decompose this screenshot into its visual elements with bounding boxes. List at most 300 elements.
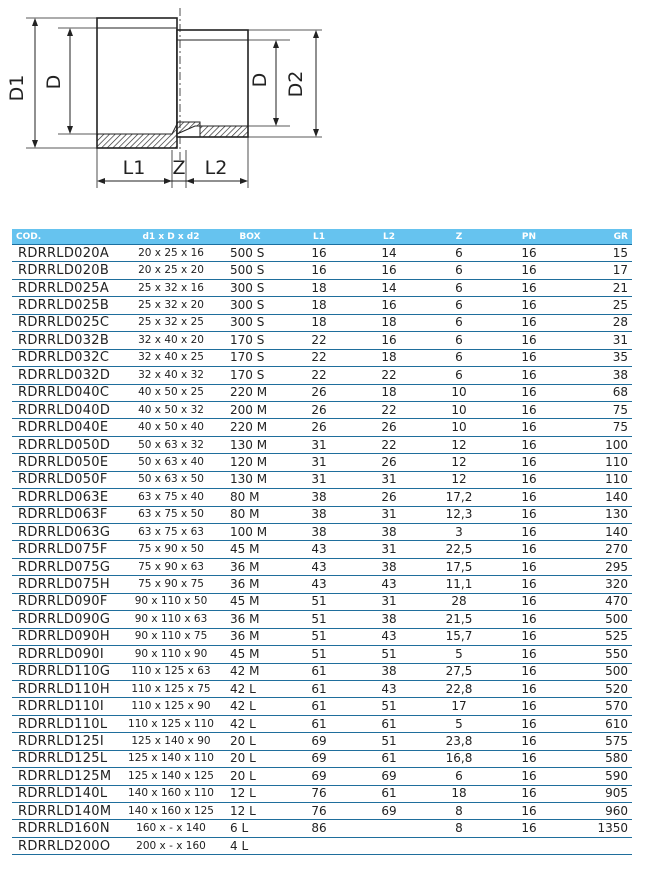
cell-cod: RDRRLD125M bbox=[12, 768, 126, 785]
cell-gr: 500 bbox=[564, 611, 632, 628]
cell-gr: 35 bbox=[564, 349, 632, 366]
cell-l1: 22 bbox=[284, 332, 354, 349]
table-row bbox=[12, 820, 632, 837]
table-row bbox=[12, 715, 632, 732]
cell-z: 5 bbox=[424, 715, 494, 732]
cell-z: 22,5 bbox=[424, 541, 494, 558]
cell-z: 22,8 bbox=[424, 680, 494, 697]
cell-dimensions: 90 x 110 x 50 bbox=[126, 593, 216, 610]
table-row bbox=[12, 663, 632, 680]
cell-l2: 18 bbox=[354, 314, 424, 331]
cell-gr: 75 bbox=[564, 401, 632, 418]
table-row bbox=[12, 384, 632, 401]
cell-l1: 22 bbox=[284, 367, 354, 384]
cell-cod: RDRRLD090F bbox=[12, 593, 126, 610]
table-row bbox=[12, 454, 632, 471]
cell-l1: 51 bbox=[284, 593, 354, 610]
cell-pn: 16 bbox=[494, 593, 564, 610]
cell-z bbox=[424, 837, 494, 854]
cell-box: 170 S bbox=[216, 349, 284, 366]
cell-l2: 38 bbox=[354, 524, 424, 541]
cell-pn: 16 bbox=[494, 715, 564, 732]
cell-box: 130 M bbox=[216, 471, 284, 488]
cell-l2: 18 bbox=[354, 384, 424, 401]
cell-pn: 16 bbox=[494, 733, 564, 750]
cell-cod: RDRRLD040C bbox=[12, 384, 126, 401]
table-row bbox=[12, 803, 632, 820]
cell-gr: 590 bbox=[564, 768, 632, 785]
cell-l1: 18 bbox=[284, 279, 354, 296]
cell-z: 8 bbox=[424, 820, 494, 837]
cell-dimensions: 25 x 32 x 20 bbox=[126, 297, 216, 314]
cell-z: 23,8 bbox=[424, 733, 494, 750]
cell-l1: 31 bbox=[284, 471, 354, 488]
table-row bbox=[12, 297, 632, 314]
cell-dimensions: 50 x 63 x 50 bbox=[126, 471, 216, 488]
cell-pn: 16 bbox=[494, 611, 564, 628]
cell-dimensions: 110 x 125 x 90 bbox=[126, 698, 216, 715]
cell-pn: 16 bbox=[494, 314, 564, 331]
cell-box: 36 M bbox=[216, 628, 284, 645]
table-row bbox=[12, 262, 632, 279]
cell-z: 12 bbox=[424, 436, 494, 453]
cell-cod: RDRRLD160N bbox=[12, 820, 126, 837]
cell-gr: 575 bbox=[564, 733, 632, 750]
table-header-row bbox=[12, 229, 632, 245]
cell-dimensions: 110 x 125 x 75 bbox=[126, 680, 216, 697]
cell-l1: 69 bbox=[284, 750, 354, 767]
cell-dimensions: 25 x 32 x 16 bbox=[126, 279, 216, 296]
cell-dimensions: 75 x 90 x 50 bbox=[126, 541, 216, 558]
cell-box: 45 M bbox=[216, 646, 284, 663]
cell-l2 bbox=[354, 820, 424, 837]
table-row bbox=[12, 680, 632, 697]
cell-l2: 16 bbox=[354, 297, 424, 314]
cell-l1: 51 bbox=[284, 628, 354, 645]
cell-l1: 69 bbox=[284, 768, 354, 785]
cell-dimensions: 63 x 75 x 50 bbox=[126, 506, 216, 523]
cell-dimensions: 90 x 110 x 90 bbox=[126, 646, 216, 663]
reducer-diagram bbox=[0, 0, 330, 200]
cell-pn: 16 bbox=[494, 262, 564, 279]
cell-cod: RDRRLD140M bbox=[12, 803, 126, 820]
cell-l1: 18 bbox=[284, 297, 354, 314]
cell-dimensions: 90 x 110 x 63 bbox=[126, 611, 216, 628]
cell-box: 500 S bbox=[216, 245, 284, 262]
table-row bbox=[12, 419, 632, 436]
cell-z: 6 bbox=[424, 367, 494, 384]
cell-z: 6 bbox=[424, 332, 494, 349]
cell-cod: RDRRLD075G bbox=[12, 558, 126, 575]
cell-l2: 43 bbox=[354, 680, 424, 697]
cell-z: 21,5 bbox=[424, 611, 494, 628]
cell-l1: 31 bbox=[284, 436, 354, 453]
header-l2: L2 bbox=[354, 229, 424, 245]
cell-dimensions: 140 x 160 x 110 bbox=[126, 785, 216, 802]
cell-gr: 905 bbox=[564, 785, 632, 802]
cell-pn: 16 bbox=[494, 803, 564, 820]
cell-box: 45 M bbox=[216, 541, 284, 558]
cell-dimensions: 63 x 75 x 63 bbox=[126, 524, 216, 541]
cell-z: 18 bbox=[424, 785, 494, 802]
cell-cod: RDRRLD032D bbox=[12, 367, 126, 384]
cell-cod: RDRRLD050D bbox=[12, 436, 126, 453]
cell-cod: RDRRLD063F bbox=[12, 506, 126, 523]
table-row bbox=[12, 576, 632, 593]
cell-l2: 43 bbox=[354, 628, 424, 645]
cell-pn: 16 bbox=[494, 471, 564, 488]
cell-l1: 69 bbox=[284, 733, 354, 750]
cell-box: 120 M bbox=[216, 454, 284, 471]
cell-cod: RDRRLD025B bbox=[12, 297, 126, 314]
cell-box: 80 M bbox=[216, 506, 284, 523]
cell-box: 300 S bbox=[216, 314, 284, 331]
cell-box: 36 M bbox=[216, 576, 284, 593]
cell-dimensions: 32 x 40 x 25 bbox=[126, 349, 216, 366]
cell-l1: 26 bbox=[284, 384, 354, 401]
header-box: BOX bbox=[216, 229, 284, 245]
table-row bbox=[12, 471, 632, 488]
cell-l2: 31 bbox=[354, 471, 424, 488]
cell-z: 17 bbox=[424, 698, 494, 715]
dim-z-label: Z bbox=[172, 157, 186, 179]
cell-dimensions: 40 x 50 x 32 bbox=[126, 401, 216, 418]
cell-dimensions: 75 x 90 x 63 bbox=[126, 558, 216, 575]
cell-dimensions: 32 x 40 x 32 bbox=[126, 367, 216, 384]
table-row bbox=[12, 837, 632, 854]
cell-pn: 16 bbox=[494, 680, 564, 697]
cell-pn: 16 bbox=[494, 436, 564, 453]
cell-z: 27,5 bbox=[424, 663, 494, 680]
cell-cod: RDRRLD090G bbox=[12, 611, 126, 628]
cell-dimensions: 110 x 125 x 63 bbox=[126, 663, 216, 680]
cell-gr: 68 bbox=[564, 384, 632, 401]
table-row bbox=[12, 558, 632, 575]
cell-pn: 16 bbox=[494, 663, 564, 680]
cell-dimensions: 125 x 140 x 90 bbox=[126, 733, 216, 750]
header-gr: GR bbox=[564, 229, 632, 245]
cell-l1: 61 bbox=[284, 715, 354, 732]
cell-z: 6 bbox=[424, 279, 494, 296]
cell-cod: RDRRLD125I bbox=[12, 733, 126, 750]
cell-box: 200 M bbox=[216, 401, 284, 418]
cell-cod: RDRRLD025A bbox=[12, 279, 126, 296]
table-row bbox=[12, 245, 632, 262]
cell-box: 130 M bbox=[216, 436, 284, 453]
cell-pn: 16 bbox=[494, 576, 564, 593]
cell-pn bbox=[494, 837, 564, 854]
cell-l2: 38 bbox=[354, 558, 424, 575]
cell-box: 300 S bbox=[216, 297, 284, 314]
cell-cod: RDRRLD110I bbox=[12, 698, 126, 715]
cell-gr: 610 bbox=[564, 715, 632, 732]
cell-pn: 16 bbox=[494, 332, 564, 349]
table-row bbox=[12, 750, 632, 767]
cell-l2: 26 bbox=[354, 454, 424, 471]
header-dimensions: d1 x D x d2 bbox=[126, 229, 216, 245]
cell-dimensions: 110 x 125 x 110 bbox=[126, 715, 216, 732]
table-row bbox=[12, 367, 632, 384]
cell-l2: 22 bbox=[354, 436, 424, 453]
cell-gr: 17 bbox=[564, 262, 632, 279]
cell-box: 12 L bbox=[216, 785, 284, 802]
reducer-small-section bbox=[177, 30, 248, 137]
cell-l2: 26 bbox=[354, 419, 424, 436]
cell-gr: 130 bbox=[564, 506, 632, 523]
cell-gr: 295 bbox=[564, 558, 632, 575]
cell-cod: RDRRLD110L bbox=[12, 715, 126, 732]
cell-box: 12 L bbox=[216, 803, 284, 820]
cell-gr: 110 bbox=[564, 454, 632, 471]
cell-gr: 31 bbox=[564, 332, 632, 349]
cell-cod: RDRRLD063G bbox=[12, 524, 126, 541]
cell-dimensions: 20 x 25 x 20 bbox=[126, 262, 216, 279]
table-row bbox=[12, 733, 632, 750]
cell-l2: 26 bbox=[354, 489, 424, 506]
cell-z: 10 bbox=[424, 401, 494, 418]
table-row bbox=[12, 646, 632, 663]
cell-pn: 16 bbox=[494, 768, 564, 785]
cell-gr: 270 bbox=[564, 541, 632, 558]
cell-gr: 520 bbox=[564, 680, 632, 697]
cell-dimensions: 125 x 140 x 110 bbox=[126, 750, 216, 767]
cell-l2: 51 bbox=[354, 646, 424, 663]
cell-cod: RDRRLD025C bbox=[12, 314, 126, 331]
cell-l2: 22 bbox=[354, 401, 424, 418]
cell-dimensions: 75 x 90 x 75 bbox=[126, 576, 216, 593]
cell-z: 10 bbox=[424, 419, 494, 436]
cell-dimensions: 40 x 50 x 25 bbox=[126, 384, 216, 401]
cell-box: 100 M bbox=[216, 524, 284, 541]
cell-cod: RDRRLD110H bbox=[12, 680, 126, 697]
cell-gr: 140 bbox=[564, 524, 632, 541]
cell-l1: 38 bbox=[284, 524, 354, 541]
cell-z: 8 bbox=[424, 803, 494, 820]
header-pn: PN bbox=[494, 229, 564, 245]
cell-box: 220 M bbox=[216, 384, 284, 401]
table-row bbox=[12, 279, 632, 296]
cell-cod: RDRRLD050F bbox=[12, 471, 126, 488]
cell-pn: 16 bbox=[494, 349, 564, 366]
cell-l2: 31 bbox=[354, 506, 424, 523]
cell-l1: 43 bbox=[284, 541, 354, 558]
cell-cod: RDRRLD050E bbox=[12, 454, 126, 471]
cell-z: 6 bbox=[424, 245, 494, 262]
cell-l2: 18 bbox=[354, 349, 424, 366]
cell-z: 28 bbox=[424, 593, 494, 610]
cell-cod: RDRRLD040D bbox=[12, 401, 126, 418]
cell-box: 42 M bbox=[216, 663, 284, 680]
dim-l2-label: L2 bbox=[204, 157, 228, 179]
cell-l2: 69 bbox=[354, 768, 424, 785]
cell-l1: 86 bbox=[284, 820, 354, 837]
cell-l1: 38 bbox=[284, 506, 354, 523]
cell-pn: 16 bbox=[494, 698, 564, 715]
cell-l2: 51 bbox=[354, 733, 424, 750]
cell-gr: 25 bbox=[564, 297, 632, 314]
cell-box: 42 L bbox=[216, 680, 284, 697]
cell-dimensions: 25 x 32 x 25 bbox=[126, 314, 216, 331]
cell-z: 5 bbox=[424, 646, 494, 663]
cell-pn: 16 bbox=[494, 524, 564, 541]
cell-l2: 16 bbox=[354, 262, 424, 279]
table-row bbox=[12, 489, 632, 506]
cell-gr: 100 bbox=[564, 436, 632, 453]
cell-l1: 26 bbox=[284, 419, 354, 436]
cell-z: 6 bbox=[424, 297, 494, 314]
cell-gr: 580 bbox=[564, 750, 632, 767]
cell-z: 3 bbox=[424, 524, 494, 541]
table-row bbox=[12, 785, 632, 802]
table-row bbox=[12, 436, 632, 453]
cell-pn: 16 bbox=[494, 558, 564, 575]
table-row bbox=[12, 611, 632, 628]
cell-gr: 960 bbox=[564, 803, 632, 820]
cell-z: 17,5 bbox=[424, 558, 494, 575]
cell-l2: 31 bbox=[354, 541, 424, 558]
table-row bbox=[12, 349, 632, 366]
cell-l2: 14 bbox=[354, 279, 424, 296]
cell-cod: RDRRLD090I bbox=[12, 646, 126, 663]
cell-pn: 16 bbox=[494, 506, 564, 523]
cell-l2: 43 bbox=[354, 576, 424, 593]
cell-box: 36 M bbox=[216, 611, 284, 628]
table-row bbox=[12, 698, 632, 715]
cell-pn: 16 bbox=[494, 820, 564, 837]
cell-dimensions: 50 x 63 x 40 bbox=[126, 454, 216, 471]
cell-gr: 470 bbox=[564, 593, 632, 610]
cell-pn: 16 bbox=[494, 750, 564, 767]
cell-l1: 31 bbox=[284, 454, 354, 471]
cell-gr: 320 bbox=[564, 576, 632, 593]
cell-pn: 16 bbox=[494, 419, 564, 436]
cell-pn: 16 bbox=[494, 297, 564, 314]
cell-box: 170 S bbox=[216, 332, 284, 349]
cell-gr: 28 bbox=[564, 314, 632, 331]
table-row bbox=[12, 524, 632, 541]
cell-cod: RDRRLD075F bbox=[12, 541, 126, 558]
reducer-large-section bbox=[97, 18, 177, 148]
cell-pn: 16 bbox=[494, 245, 564, 262]
dim-d1-label: D1 bbox=[6, 74, 28, 102]
cell-pn: 16 bbox=[494, 384, 564, 401]
header-l1: L1 bbox=[284, 229, 354, 245]
cell-dimensions: 50 x 63 x 32 bbox=[126, 436, 216, 453]
cell-dimensions: 160 x - x 140 bbox=[126, 820, 216, 837]
cell-l2: 38 bbox=[354, 611, 424, 628]
cell-gr: 110 bbox=[564, 471, 632, 488]
cell-l1: 76 bbox=[284, 785, 354, 802]
cell-l2: 61 bbox=[354, 785, 424, 802]
cell-cod: RDRRLD140L bbox=[12, 785, 126, 802]
cell-gr: 140 bbox=[564, 489, 632, 506]
cell-cod: RDRRLD040E bbox=[12, 419, 126, 436]
cell-box: 300 S bbox=[216, 279, 284, 296]
cell-z: 6 bbox=[424, 262, 494, 279]
dim-d2-label: D2 bbox=[285, 70, 307, 98]
cell-dimensions: 40 x 50 x 40 bbox=[126, 419, 216, 436]
cell-pn: 16 bbox=[494, 279, 564, 296]
cell-z: 6 bbox=[424, 768, 494, 785]
header-z: Z bbox=[424, 229, 494, 245]
cell-l1: 51 bbox=[284, 646, 354, 663]
table-row bbox=[12, 401, 632, 418]
cell-z: 6 bbox=[424, 314, 494, 331]
cell-gr: 38 bbox=[564, 367, 632, 384]
cell-dimensions: 90 x 110 x 75 bbox=[126, 628, 216, 645]
table-row bbox=[12, 768, 632, 785]
cell-box: 42 L bbox=[216, 715, 284, 732]
cell-gr: 75 bbox=[564, 419, 632, 436]
cell-dimensions: 200 x - x 160 bbox=[126, 837, 216, 854]
cell-gr: 21 bbox=[564, 279, 632, 296]
cell-gr: 500 bbox=[564, 663, 632, 680]
table-row bbox=[12, 628, 632, 645]
cell-pn: 16 bbox=[494, 489, 564, 506]
cell-l1: 76 bbox=[284, 803, 354, 820]
cell-gr: 525 bbox=[564, 628, 632, 645]
cell-l2: 51 bbox=[354, 698, 424, 715]
cell-gr: 1350 bbox=[564, 820, 632, 837]
cell-cod: RDRRLD075H bbox=[12, 576, 126, 593]
dim-l1-label: L1 bbox=[122, 157, 146, 179]
cell-cod: RDRRLD063E bbox=[12, 489, 126, 506]
cell-l1: 22 bbox=[284, 349, 354, 366]
cell-l2: 14 bbox=[354, 245, 424, 262]
cell-z: 16,8 bbox=[424, 750, 494, 767]
cell-box: 220 M bbox=[216, 419, 284, 436]
cell-box: 6 L bbox=[216, 820, 284, 837]
cell-l2: 61 bbox=[354, 715, 424, 732]
cell-pn: 16 bbox=[494, 367, 564, 384]
cell-dimensions: 32 x 40 x 20 bbox=[126, 332, 216, 349]
cell-l1 bbox=[284, 837, 354, 854]
cell-box: 80 M bbox=[216, 489, 284, 506]
cell-l1: 18 bbox=[284, 314, 354, 331]
cell-gr bbox=[564, 837, 632, 854]
table-row bbox=[12, 506, 632, 523]
cell-box: 4 L bbox=[216, 837, 284, 854]
cell-l1: 43 bbox=[284, 576, 354, 593]
cell-box: 170 S bbox=[216, 367, 284, 384]
cell-z: 12 bbox=[424, 471, 494, 488]
cell-l1: 16 bbox=[284, 262, 354, 279]
cell-l2: 31 bbox=[354, 593, 424, 610]
cell-dimensions: 20 x 25 x 16 bbox=[126, 245, 216, 262]
cell-l1: 61 bbox=[284, 680, 354, 697]
cell-l1: 26 bbox=[284, 401, 354, 418]
cell-z: 6 bbox=[424, 349, 494, 366]
cell-pn: 16 bbox=[494, 646, 564, 663]
cell-pn: 16 bbox=[494, 541, 564, 558]
cell-l1: 38 bbox=[284, 489, 354, 506]
cell-z: 10 bbox=[424, 384, 494, 401]
cell-l2: 38 bbox=[354, 663, 424, 680]
reducer-spec-table bbox=[12, 229, 632, 855]
cell-l2: 69 bbox=[354, 803, 424, 820]
cell-gr: 15 bbox=[564, 245, 632, 262]
table-row bbox=[12, 593, 632, 610]
cell-l2: 16 bbox=[354, 332, 424, 349]
cell-pn: 16 bbox=[494, 454, 564, 471]
cell-box: 20 L bbox=[216, 750, 284, 767]
cell-l1: 16 bbox=[284, 245, 354, 262]
header-cod: COD. bbox=[12, 229, 126, 245]
cell-l2: 22 bbox=[354, 367, 424, 384]
dim-d-right-label: D bbox=[249, 72, 271, 88]
cell-z: 11,1 bbox=[424, 576, 494, 593]
cell-l1: 61 bbox=[284, 663, 354, 680]
